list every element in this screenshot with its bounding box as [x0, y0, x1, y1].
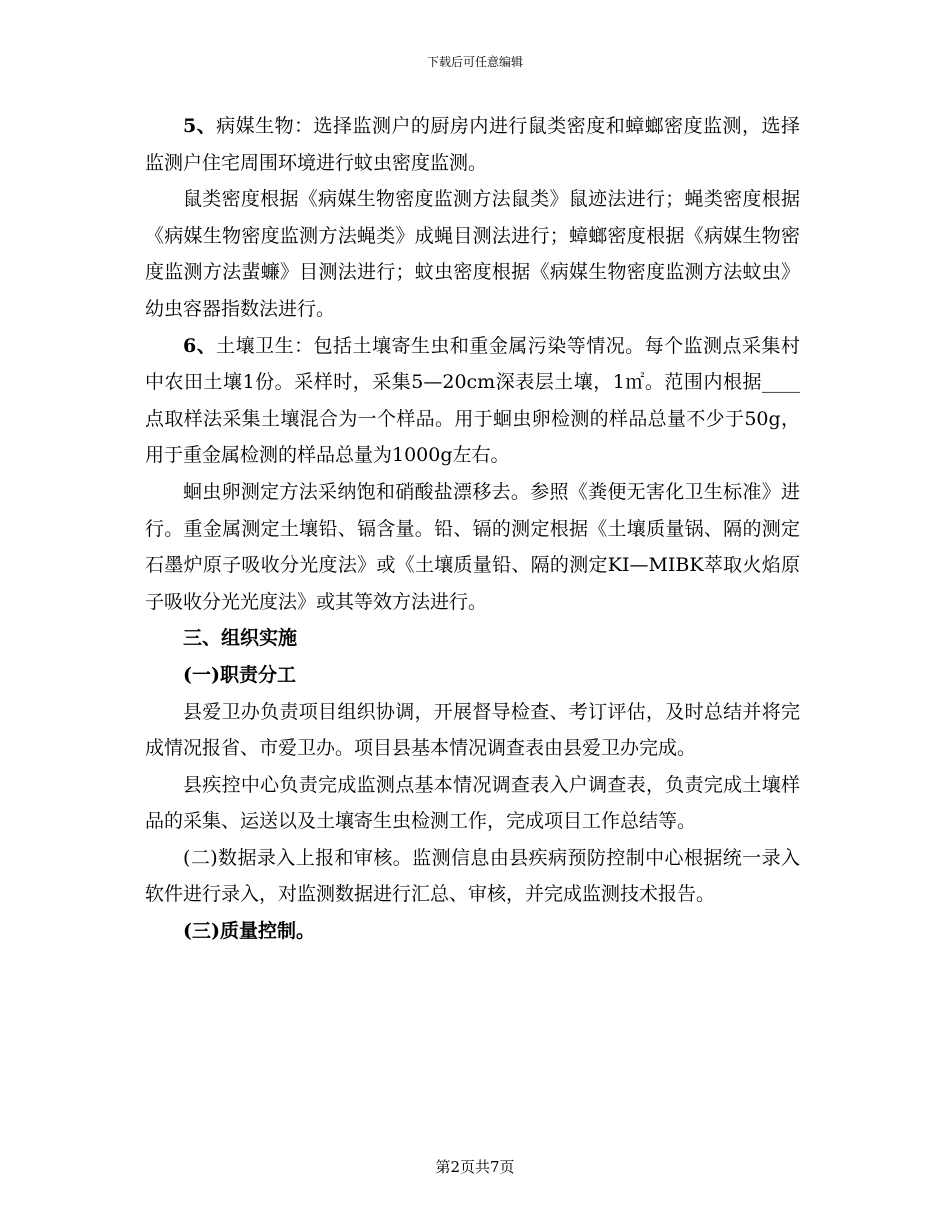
paragraph-soil-hygiene	[145, 328, 800, 474]
paragraph-density-methods	[145, 181, 800, 327]
paragraph-text: 蛔虫卵测定方法采纳饱和硝酸盐漂移去。参照《粪便无害化卫生标准》进行。重金属测定土壤铅、镉含量。铅、镉的测定根据《土壤质量锅、隔的测定石墨炉原子吸收分光度法》或《土壤质量铅、隔的测定KI—MIBK萃取火焰原子吸收分光光度法》或其等效方法进行。	[145, 480, 800, 613]
paragraph-vector-organisms	[145, 108, 800, 181]
item-number: 5、	[183, 115, 217, 137]
page-number: 第2页共7页	[435, 1158, 515, 1176]
paragraph-cdc: 县疾控中心负责完成监测点基本情况调查表入户调查表，负责完成土壤样品的采集、运送以及土壤寄生虫检测工作，完成项目工作总结等。	[145, 773, 800, 833]
page-header: 下载后可任意编辑	[426, 55, 523, 69]
paragraph-data-entry: (二)数据录入上报和审核。监测信息由县疾病预防控制中心根据统一录入软件进行录入，对监测数据进行汇总、审核，并完成监测技术报告。	[145, 846, 800, 906]
paragraph-egg-metal-testing	[145, 474, 800, 620]
subsection-heading-responsibilities: (一)职责分工	[183, 663, 296, 686]
item-number: 6、	[183, 334, 217, 357]
subsection-heading-quality-control: (三)质量控制。	[183, 920, 315, 943]
paragraph-text: 土壤卫生：包括土壤寄生虫和重金属污染等情况。每个监测点采集村中农田土壤1份。采样时，采集5—20cm深表层土壤，1㎡。范围内根据____点取样法采集土壤混合为一个样品。用于蛔虫卵检测的样品总量不少于50g，用于重金属检测的样品总量为1000g左右。	[145, 334, 800, 467]
document-body	[145, 108, 800, 950]
paragraph-county-office: 县爱卫办负责项目组织协调，开展督导检查、考订评估，及时总结并将完成情况报省、市爱卫办。项目县基本情况调查表由县爱卫办完成。	[145, 700, 800, 760]
paragraph-text: 鼠类密度根据《病媒生物密度监测方法鼠类》鼠迹法进行；蝇类密度根据《病媒生物密度监测方法蝇类》成蝇目测法进行；蟑螂密度根据《病媒生物密度监测方法蜚蠊》目测法进行；蚊虫密度根据《病媒生物密度监测方法蚊虫》幼虫容器指数法进行。	[145, 188, 800, 320]
paragraph-text: 病媒生物：选择监测户的厨房内进行鼠类密度和蟑螂密度监测，选择监测户住宅周围环境进行蚊虫密度监测。	[145, 115, 800, 174]
section-heading-organization: 三、组织实施	[183, 627, 298, 650]
